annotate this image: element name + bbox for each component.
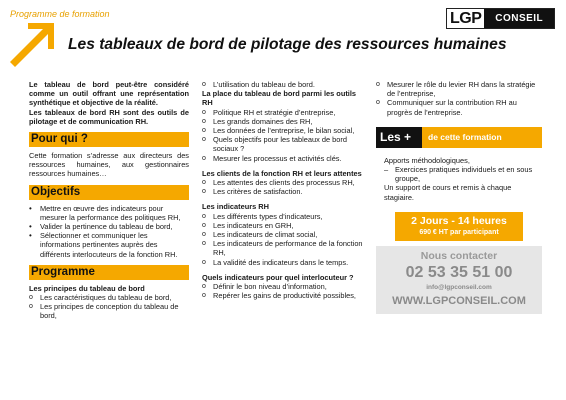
list-item: o Mesurer le rôle du levier RH dans la stratégie de l’entreprise,	[376, 80, 542, 98]
column-left	[29, 80, 189, 321]
contact-title: Nous contacter	[420, 249, 498, 262]
principes-heading: Les principes du tableau de bord	[29, 283, 145, 293]
place-list	[202, 108, 367, 163]
strategy-list	[376, 80, 542, 117]
list-item: o Les indicateurs en GRH,	[202, 221, 367, 230]
list-item: o Les données de l’entreprise, le bilan social,	[202, 126, 367, 135]
intro-paragraph-1: Le tableau de bord peut-être considéré comme un outil offrant une représentation synthétique et objective de la réalité.	[29, 80, 189, 108]
price-text: 690 € HT par participant	[419, 228, 499, 236]
list-item: o La validité des indicateurs dans le temps.	[202, 258, 367, 267]
section-programme: Programme	[29, 265, 189, 280]
list-item: • Valider la pertinence du tableau de bord,	[29, 222, 189, 231]
indicateurs-heading: Les indicateurs RH	[202, 202, 269, 212]
duration-box	[395, 212, 523, 241]
interlocuteur-list	[202, 282, 367, 300]
place-heading: La place du tableau de bord parmi les outils RH	[202, 89, 357, 108]
logo-lgp-text: LGP	[447, 9, 484, 28]
company-logo	[446, 8, 555, 29]
contact-box	[376, 246, 542, 314]
les-plus-list	[376, 156, 542, 202]
list-item: o Les principes de conception du tableau de bord,	[29, 302, 189, 320]
intro-paragraph-2: Les tableaux de bord RH sont des outils de pilotage et de communication RH.	[29, 107, 189, 126]
section-pour-qui: Pour qui ?	[29, 132, 189, 147]
les-plus-banner	[376, 127, 542, 148]
list-item: o Les indicateurs de climat social,	[202, 230, 367, 239]
principes-list	[29, 293, 189, 321]
section-objectifs: Objectifs	[29, 185, 189, 200]
les-plus-label: Les +	[376, 127, 422, 148]
email-link[interactable]: info@lgpconseil.com	[426, 283, 492, 291]
list-item: • Mettre en œuvre des indicateurs pour mesurer la performance des politiques RH,	[29, 204, 189, 222]
list-item: o Définir le bon niveau d’information,	[202, 282, 367, 291]
arrow-icon	[10, 20, 58, 68]
plus-item: – Exercices pratiques individuels et en sous groupe,	[384, 165, 542, 183]
phone-number[interactable]: 02 53 35 51 00	[405, 263, 513, 281]
column-right	[376, 80, 542, 314]
list-item: o Les différents types d’indicateurs,	[202, 212, 367, 221]
list-item: o Les indicateurs de performance de la fonction RH,	[202, 239, 367, 257]
duration-text: 2 Jours - 14 heures	[411, 214, 507, 227]
list-item: o Communiquer sur la contribution RH au progrès de l’entreprise.	[376, 98, 542, 116]
indicateurs-list	[202, 212, 367, 267]
list-item: o Politique RH et stratégie d’entreprise,	[202, 108, 367, 117]
list-item: o Mesurer les processus et activités clés.	[202, 154, 367, 163]
list-item: • Sélectionner et communiquer les informations pertinentes auprès des différents interlocuteurs de la fonction RH.	[29, 231, 189, 259]
principes-list-continued	[202, 80, 367, 89]
clients-list	[202, 178, 367, 196]
list-item: o Les attentes des clients des processus RH,	[202, 178, 367, 187]
page-title: Les tableaux de bord de pilotage des ressources humaines	[68, 36, 507, 53]
list-item: o Les caractéristiques du tableau de bord,	[29, 293, 189, 302]
plus-item: Apports méthodologiques,	[384, 155, 470, 165]
website-link[interactable]: WWW.LGPCONSEIL.COM	[392, 294, 526, 307]
list-item: o Les critères de satisfaction.	[202, 187, 367, 196]
list-item: o Repérer les gains de productivité possibles,	[202, 291, 367, 300]
plus-item: Un support de cours et remis à chaque stagiaire.	[384, 183, 512, 202]
program-label: Programme de formation	[10, 9, 110, 19]
clients-heading: Les clients de la fonction RH et leurs attentes	[202, 168, 362, 178]
list-item: o L’utilisation du tableau de bord.	[202, 80, 367, 89]
list-item: o Les grands domaines des RH,	[202, 117, 367, 126]
interlocuteur-heading: Quels indicateurs pour quel interlocuteur ?	[202, 272, 354, 282]
column-middle	[202, 80, 367, 300]
logo-conseil-text: CONSEIL	[484, 9, 554, 28]
list-item: o Quels objectifs pour les tableaux de bord sociaux ?	[202, 135, 367, 153]
pour-qui-text: Cette formation s’adresse aux directeurs des ressources humaines, aux gestionnaires ressources humaines…	[29, 151, 189, 179]
objectifs-list	[29, 204, 189, 259]
les-plus-sublabel: de cette formation	[422, 127, 542, 148]
